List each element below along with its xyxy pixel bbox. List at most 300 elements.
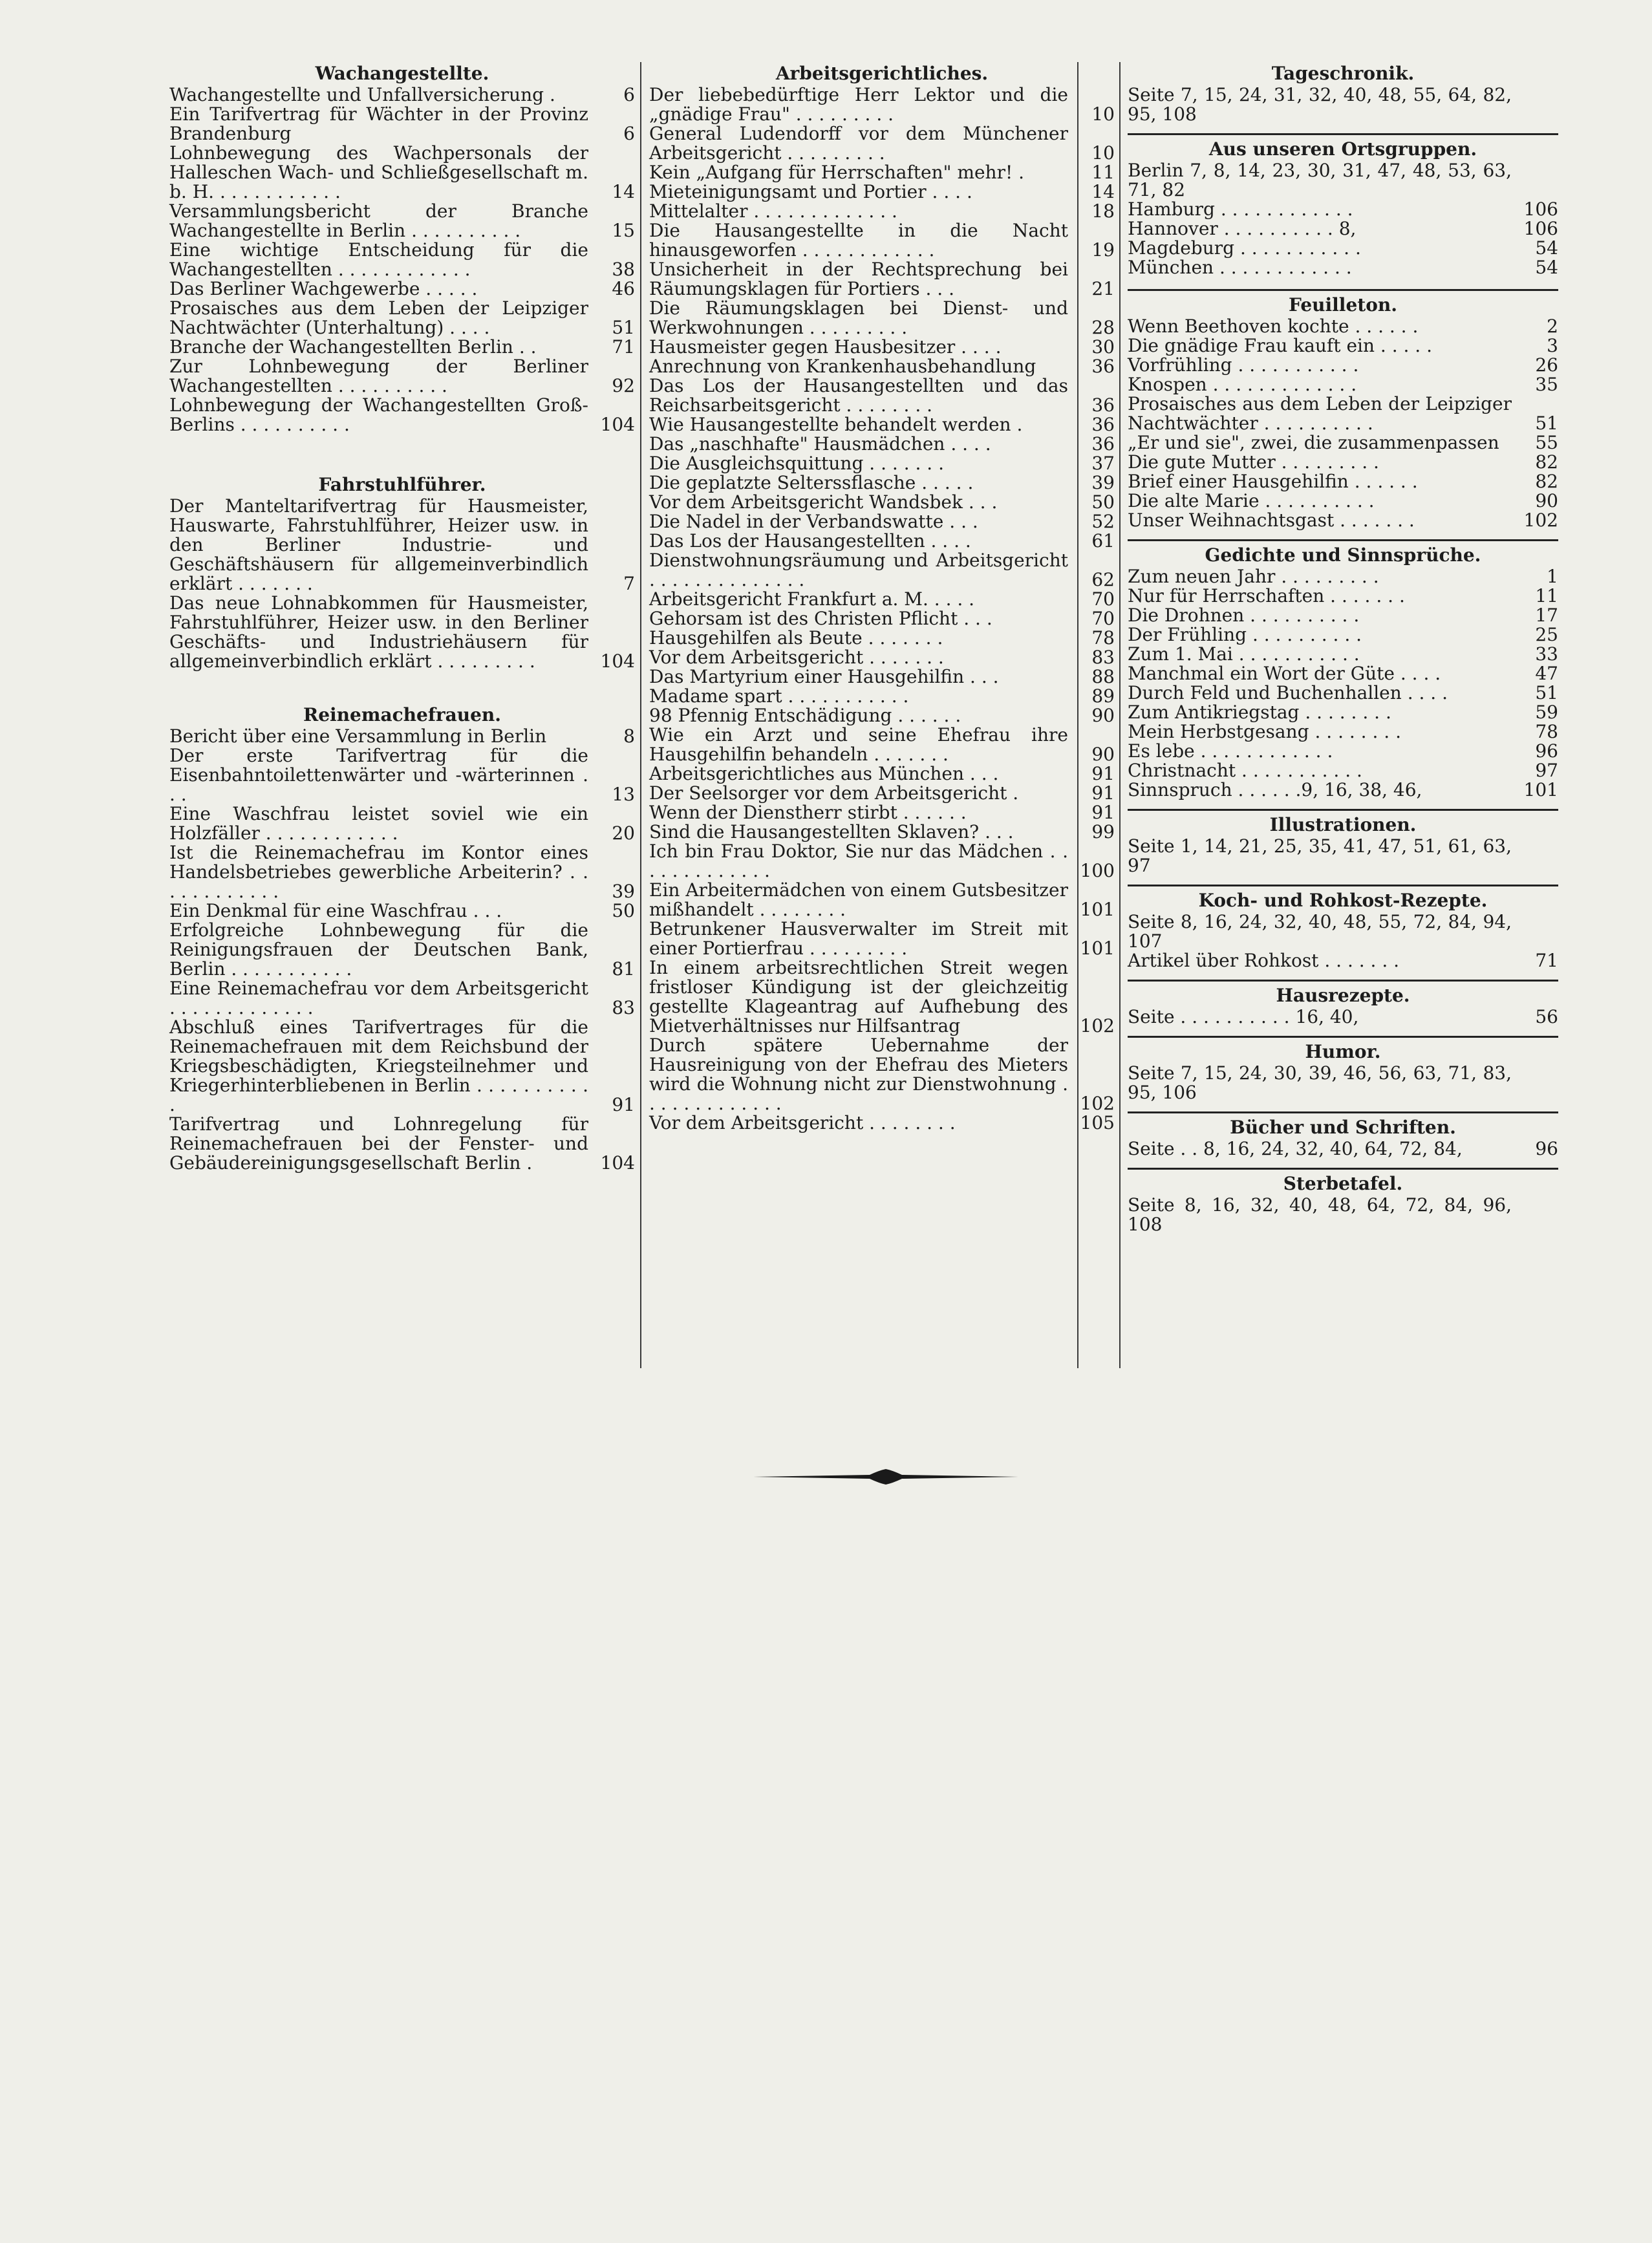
- entry-title: Zum 1. Mai . . . . . . . . . . .: [1128, 643, 1360, 665]
- entry-page-number: 91: [1091, 802, 1115, 823]
- index-entry: [169, 338, 635, 357]
- entry-page-number: 61: [1091, 530, 1115, 552]
- entry-page-number: 106: [1523, 199, 1558, 220]
- entry-page-number: 20: [612, 822, 635, 844]
- entry-title: Prosaisches aus dem Leben der Leipziger Nachtwächter . . . . . . . . . .: [1128, 393, 1512, 434]
- section-rule: [1128, 885, 1558, 886]
- entry-title: Eine Waschfrau leistet soviel wie ein Holzfäller . . . . . . . . . . . .: [169, 803, 588, 844]
- entry-title: Erfolgreiche Lohnbewegung für die Reinigungsfrauen der Deutschen Bank, Berlin . . . . . . . . . . .: [169, 919, 588, 980]
- entry-title: Wenn Beethoven kochte . . . . . .: [1128, 316, 1419, 337]
- entry-title: Artikel über Rohkost . . . . . . .: [1128, 950, 1400, 971]
- entry-title: Hamburg . . . . . . . . . . . .: [1128, 199, 1353, 220]
- section-rule: [1128, 133, 1558, 135]
- index-entry: [649, 687, 1115, 706]
- entry-page-number: 100: [1080, 860, 1115, 881]
- entry-title: Zum neuen Jahr . . . . . . . . .: [1128, 566, 1379, 587]
- entry-page-number: 90: [1535, 490, 1558, 511]
- index-entry: [649, 454, 1115, 473]
- entry-page-number: 106: [1523, 218, 1558, 239]
- entry-title: In einem arbeitsrechtlichen Streit wegen fristloser Kündigung ist der gleichzeitig gestellte Klageantrag auf Aufhebung des Mietverhältnisses nur Hilfsantrag: [649, 957, 1068, 1036]
- entry-title: Magdeburg . . . . . . . . . . .: [1128, 237, 1361, 259]
- entry-page-number: 91: [1091, 782, 1115, 804]
- index-section: [1128, 980, 1558, 1027]
- entry-title: Ich bin Frau Doktor, Sie nur das Mädchen . . . . . . . . . . . . .: [649, 841, 1068, 881]
- entry-title: Die gnädige Frau kauft ein . . . . .: [1128, 335, 1433, 356]
- section-heading: Koch- und Rohkost-Rezepte.: [1198, 890, 1488, 911]
- index-column-1: [169, 62, 635, 1173]
- entry-title: Mieteinigungsamt und Portier . . . .: [649, 181, 972, 202]
- entry-page-number: 13: [612, 784, 635, 805]
- index-section: [169, 473, 635, 671]
- entry-title: Berlin 7, 8, 14, 23, 30, 31, 47, 48, 53, 63, 71, 82: [1128, 160, 1512, 200]
- entry-page-number: 54: [1535, 257, 1558, 278]
- entry-page-number: 91: [612, 1094, 635, 1115]
- entry-page-number: 51: [612, 317, 635, 338]
- entry-page-number: 37: [1091, 453, 1115, 474]
- index-entry: [1128, 394, 1558, 433]
- index-entry: [1128, 625, 1558, 645]
- index-entry: [649, 919, 1115, 958]
- index-entry: [169, 105, 635, 144]
- section-rule: [1128, 980, 1558, 982]
- entry-title: Seite 1, 14, 21, 25, 35, 41, 47, 51, 61, 63, 97: [1128, 835, 1512, 876]
- index-entry: [1128, 567, 1558, 586]
- entry-title: Die Nadel in der Verbandswatte . . .: [649, 511, 978, 532]
- index-entry: [1128, 375, 1558, 394]
- entry-title: Lohnbewegung des Wachpersonals der Halleschen Wach- und Schließgesellschaft m. b. H. . . . . . . . . . . .: [169, 142, 588, 202]
- entry-title: Prosaisches aus dem Leben der Leipziger Nachtwächter (Unterhaltung) . . . .: [169, 297, 588, 338]
- entry-title: Seite 8, 16, 24, 32, 40, 48, 55, 72, 84, 94, 107: [1128, 911, 1512, 952]
- section-heading: Reinemachefrauen.: [303, 704, 502, 725]
- index-section: [1128, 133, 1558, 277]
- entry-page-number: 88: [1091, 666, 1115, 687]
- index-entry: [649, 435, 1115, 454]
- entry-page-number: 46: [612, 278, 635, 299]
- entry-page-number: 51: [1535, 682, 1558, 703]
- section-rule: [1128, 809, 1558, 811]
- entry-title: Seite 7, 15, 24, 30, 39, 46, 56, 63, 71, 83, 95, 106: [1128, 1062, 1512, 1103]
- entry-title: Wie ein Arzt und seine Ehefrau ihre Hausgehilfin behandeln . . . . . . .: [649, 724, 1068, 765]
- section-heading: Fahrstuhlführer.: [318, 474, 486, 495]
- index-entry: [169, 1018, 635, 1115]
- entry-title: Zum Antikriegstag . . . . . . . .: [1128, 702, 1391, 723]
- entry-title: Wenn der Dienstherr stirbt . . . . . .: [649, 802, 967, 823]
- entry-title: Arbeitsgerichtliches aus München . . .: [649, 763, 999, 784]
- entry-title: Kein „Aufgang für Herrschaften" mehr! .: [649, 162, 1025, 183]
- index-entry: [1128, 664, 1558, 683]
- entry-page-number: 1: [1547, 566, 1558, 587]
- entry-page-number: 81: [612, 958, 635, 980]
- entry-page-number: 36: [1091, 433, 1115, 455]
- index-entry: [1128, 586, 1558, 606]
- section-rule: [1128, 539, 1558, 541]
- entry-page-number: 21: [1091, 278, 1115, 299]
- index-entry: [169, 901, 635, 921]
- entry-page-number: 11: [1535, 585, 1558, 606]
- entry-page-number: 54: [1535, 237, 1558, 259]
- entry-title: Betrunkener Hausverwalter im Streit mit einer Portierfrau . . . . . . . . .: [649, 918, 1068, 959]
- index-entry: [1128, 219, 1558, 239]
- section-rule: [1128, 289, 1558, 291]
- entry-page-number: 82: [1535, 471, 1558, 492]
- entry-page-number: 39: [612, 881, 635, 902]
- index-entry: [169, 497, 635, 594]
- section-heading: Sterbetafel.: [1283, 1173, 1403, 1194]
- entry-title: Die gute Mutter . . . . . . . . .: [1128, 451, 1379, 473]
- index-entry: [169, 85, 635, 105]
- entry-page-number: 105: [1080, 1112, 1115, 1133]
- index-entry: [649, 609, 1115, 628]
- index-entry: [169, 144, 635, 202]
- section-heading: Gedichte und Sinnsprüche.: [1205, 544, 1481, 566]
- entry-page-number: 78: [1091, 627, 1115, 649]
- entry-title: Ein Denkmal für eine Waschfrau . . .: [169, 900, 502, 921]
- entry-page-number: 47: [1535, 663, 1558, 684]
- index-entry: [169, 746, 635, 804]
- index-section: [169, 62, 635, 435]
- entry-page-number: 52: [1091, 511, 1115, 532]
- entry-page-number: 71: [1535, 950, 1558, 971]
- entry-title: Die Ausgleichsquittung . . . . . . .: [649, 453, 944, 474]
- index-entry: [169, 202, 635, 241]
- index-entry: [649, 182, 1115, 202]
- index-entry: [649, 1036, 1115, 1113]
- entry-title: Durch spätere Uebernahme der Hausreinigung von der Ehefrau des Mieters wird die Wohnung nicht zur Dienstwohnung . . . . . . . . . . . . .: [649, 1035, 1068, 1114]
- ornament-divider: [753, 1468, 1018, 1486]
- index-entry: [1128, 1139, 1558, 1159]
- index-entry: [649, 725, 1115, 764]
- entry-title: Ist die Reinemachefrau im Kontor eines Handelsbetriebes gewerbliche Arbeiterin? . . . . . . . . . . . .: [169, 842, 588, 902]
- index-entry: [169, 396, 635, 435]
- index-entry: [169, 727, 635, 746]
- entry-page-number: 97: [1535, 760, 1558, 781]
- entry-page-number: 59: [1535, 702, 1558, 723]
- index-entry: [1128, 511, 1558, 530]
- index-entry: [649, 473, 1115, 493]
- index-entry: [169, 979, 635, 1018]
- index-entry: [649, 376, 1115, 415]
- index-entry: [1128, 336, 1558, 356]
- index-entry: [649, 590, 1115, 609]
- index-entry: [1128, 453, 1558, 472]
- entry-title: Anrechnung von Krankenhausbehandlung: [649, 356, 1036, 377]
- entry-page-number: 83: [1091, 647, 1115, 668]
- entry-page-number: 6: [623, 123, 635, 144]
- entry-page-number: 19: [1091, 239, 1115, 261]
- entry-page-number: 102: [1080, 1093, 1115, 1114]
- section-rule: [1128, 1036, 1558, 1038]
- entry-title: Abschluß eines Tarifvertrages für die Reinemachefrauen mit dem Reichsbund der Kriegsbeschädigten, Kriegsteilnehmer und Kriegerhinterbliebenen in Berlin . . . . . . . . . . .: [169, 1016, 588, 1115]
- entry-title: Der liebebedürftige Herr Lektor und die „gnädige Frau" . . . . . . . . .: [649, 84, 1068, 125]
- entry-title: Seite 7, 15, 24, 31, 32, 40, 48, 55, 64, 82, 95, 108: [1128, 84, 1512, 125]
- entry-title: Wie Hausangestellte behandelt werden .: [649, 414, 1023, 435]
- index-entry: [1128, 472, 1558, 491]
- entry-page-number: 14: [612, 181, 635, 202]
- section-heading: Illustrationen.: [1269, 814, 1417, 835]
- entry-title: München . . . . . . . . . . . .: [1128, 257, 1352, 278]
- entry-title: Ein Arbeitermädchen von einem Gutsbesitzer mißhandelt . . . . . . . .: [649, 879, 1068, 920]
- index-entry: [649, 357, 1115, 376]
- entry-page-number: 25: [1535, 624, 1558, 645]
- entry-page-number: 36: [1091, 356, 1115, 377]
- index-entry: [169, 594, 635, 671]
- section-heading: Hausrezepte.: [1276, 985, 1410, 1006]
- index-entry: [649, 338, 1115, 357]
- index-entry: [1128, 780, 1558, 800]
- entry-page-number: 50: [1091, 491, 1115, 513]
- entry-title: Unser Weihnachtsgast . . . . . . .: [1128, 510, 1415, 531]
- entry-page-number: 92: [612, 375, 635, 396]
- entry-page-number: 104: [600, 1152, 635, 1174]
- index-entry: [649, 842, 1115, 881]
- entry-title: Hausmeister gegen Hausbesitzer . . . .: [649, 336, 1002, 358]
- entry-title: Seite . . . . . . . . . . 16, 40,: [1128, 1006, 1359, 1027]
- entry-title: Lohnbewegung der Wachangestellten Groß-Berlins . . . . . . . . . .: [169, 394, 588, 435]
- column-rule-2: [1119, 62, 1121, 1368]
- entry-page-number: 90: [1091, 744, 1115, 765]
- index-entry: [1128, 356, 1558, 375]
- entry-title: Das neue Lohnabkommen für Hausmeister, Fahrstuhlführer, Heizer usw. in den Berliner Geschäfts- und Industriehäusern für allgemeinverbindlich erklärt . . . . . . . . .: [169, 592, 588, 672]
- entry-page-number: 102: [1523, 510, 1558, 531]
- entry-page-number: 96: [1535, 740, 1558, 762]
- index-entry: [649, 221, 1115, 260]
- entry-page-number: 28: [1091, 317, 1115, 338]
- entry-page-number: 30: [1091, 336, 1115, 358]
- entry-page-number: 101: [1080, 938, 1115, 959]
- entry-title: Wachangestellte und Unfallversicherung .: [169, 84, 555, 105]
- entry-page-number: 10: [1091, 103, 1115, 125]
- index-entry: [169, 241, 635, 279]
- index-entry: [169, 299, 635, 338]
- entry-page-number: 3: [1547, 335, 1558, 356]
- index-section: [1128, 289, 1558, 530]
- entry-page-number: 91: [1091, 763, 1115, 784]
- index-entry: [649, 85, 1115, 124]
- index-entry: [1128, 912, 1558, 951]
- entry-title: Branche der Wachangestellten Berlin . .: [169, 336, 537, 358]
- entry-title: Knospen . . . . . . . . . . . . .: [1128, 374, 1357, 395]
- entry-page-number: 6: [623, 84, 635, 105]
- entry-title: Vorfrühling . . . . . . . . . . .: [1128, 354, 1359, 376]
- entry-page-number: 71: [612, 336, 635, 358]
- entry-title: Gehorsam ist des Christen Pflicht . . .: [649, 608, 992, 629]
- index-entry: [649, 764, 1115, 784]
- index-entry: [649, 881, 1115, 919]
- entry-title: Vor dem Arbeitsgericht . . . . . . . .: [649, 1112, 956, 1133]
- entry-title: Zur Lohnbewegung der Berliner Wachangestellten . . . . . . . . . .: [169, 356, 588, 396]
- section-heading: Arbeitsgerichtliches.: [775, 63, 989, 84]
- index-entry: [649, 628, 1115, 648]
- index-section: [1128, 62, 1558, 124]
- section-heading: Wachangestellte.: [315, 63, 489, 84]
- entry-title: Durch Feld und Buchenhallen . . . .: [1128, 682, 1448, 703]
- entry-title: Das Los der Hausangestellten . . . .: [649, 530, 971, 552]
- entry-page-number: 2: [1547, 316, 1558, 337]
- entry-title: Seite 8, 16, 32, 40, 48, 64, 72, 84, 96, 108: [1128, 1194, 1512, 1235]
- entry-page-number: 70: [1091, 608, 1115, 629]
- entry-page-number: 51: [1535, 413, 1558, 434]
- entry-page-number: 96: [1535, 1138, 1558, 1159]
- entry-title: Versammlungsbericht der Branche Wachangestellte in Berlin . . . . . . . . . .: [169, 200, 588, 241]
- section-heading: Aus unseren Ortsgruppen.: [1208, 138, 1477, 160]
- index-entry: [1128, 200, 1558, 219]
- entry-title: 98 Pfennig Entschädigung . . . . . .: [649, 705, 961, 726]
- index-entry: [169, 843, 635, 901]
- index-section: [1128, 1111, 1558, 1159]
- index-entry: [649, 260, 1115, 299]
- index-entry: [649, 822, 1115, 842]
- entry-page-number: 7: [623, 573, 635, 594]
- index-entry: [1128, 317, 1558, 336]
- index-entry: [649, 531, 1115, 551]
- index-entry: [1128, 1007, 1558, 1027]
- index-entry: [1128, 761, 1558, 780]
- entry-title: Der Seelsorger vor dem Arbeitsgericht .: [649, 782, 1019, 804]
- index-entry: [649, 958, 1115, 1036]
- index-entry: [649, 299, 1115, 338]
- index-entry: [1128, 1064, 1558, 1102]
- index-section: [1128, 1168, 1558, 1234]
- index-entry: [1128, 491, 1558, 511]
- section-heading: Feuilleton.: [1289, 294, 1397, 316]
- entry-page-number: 14: [1091, 181, 1115, 202]
- entry-page-number: 104: [600, 414, 635, 435]
- index-entry: [1128, 837, 1558, 875]
- entry-title: Das Los der Hausangestellten und das Reichsarbeitsgericht . . . . . . . .: [649, 375, 1068, 416]
- index-entry: [1128, 433, 1558, 453]
- entry-page-number: 36: [1091, 414, 1115, 435]
- index-entry: [1128, 683, 1558, 703]
- entry-page-number: 50: [612, 900, 635, 921]
- entry-title: Vor dem Arbeitsgericht Wandsbek . . .: [649, 491, 998, 513]
- section-rule: [1128, 1111, 1558, 1113]
- index-section: [1128, 885, 1558, 971]
- entry-title: „Er und sie", zwei, die zusammenpassen: [1128, 432, 1499, 453]
- entry-title: Dienstwohnungsräumung und Arbeitsgericht . . . . . . . . . . . . . .: [649, 550, 1068, 590]
- entry-title: Tarifvertrag und Lohnregelung für Reinemachefrauen bei der Fenster- und Gebäudereinigungsgesellschaft Berlin .: [169, 1113, 588, 1174]
- entry-title: Mittelalter . . . . . . . . . . . . .: [649, 200, 897, 222]
- entry-title: Brief einer Hausgehilfin . . . . . .: [1128, 471, 1418, 492]
- entry-page-number: 36: [1091, 394, 1115, 416]
- index-entry: [649, 706, 1115, 725]
- entry-title: Bericht über eine Versammlung in Berlin: [169, 725, 547, 747]
- index-entry: [1128, 258, 1558, 277]
- entry-title: Unsicherheit in der Rechtsprechung bei Räumungsklagen für Portiers . . .: [649, 259, 1068, 299]
- index-entry: [649, 1113, 1115, 1133]
- entry-page-number: 17: [1535, 605, 1558, 626]
- entry-title: Arbeitsgericht Frankfurt a. M. . . . .: [649, 588, 975, 610]
- entry-page-number: 78: [1535, 721, 1558, 742]
- index-entry: [1128, 239, 1558, 258]
- index-column-3: [1128, 62, 1558, 1234]
- entry-page-number: 26: [1535, 354, 1558, 376]
- entry-title: Christnacht . . . . . . . . . . .: [1128, 760, 1362, 781]
- entry-page-number: 18: [1091, 200, 1115, 222]
- index-entry: [169, 804, 635, 843]
- entry-title: Sind die Hausangestellten Sklaven? . . .: [649, 821, 1014, 842]
- entry-page-number: 39: [1091, 472, 1115, 493]
- index-entry: [649, 551, 1115, 590]
- index-entry: [1128, 722, 1558, 742]
- entry-title: Eine Reinemachefrau vor dem Arbeitsgericht . . . . . . . . . . . . .: [169, 978, 588, 1018]
- index-entry: [649, 803, 1115, 822]
- entry-title: Das Berliner Wachgewerbe . . . . .: [169, 278, 478, 299]
- entry-page-number: 35: [1535, 374, 1558, 395]
- entry-page-number: 104: [600, 650, 635, 672]
- entry-page-number: 10: [1091, 142, 1115, 164]
- entry-title: Es lebe . . . . . . . . . . . .: [1128, 740, 1333, 762]
- entry-title: Die Räumungsklagen bei Dienst- und Werkwohnungen . . . . . . . . .: [649, 297, 1068, 338]
- index-entry: [649, 512, 1115, 531]
- index-entry: [1128, 1196, 1558, 1234]
- index-entry: [169, 279, 635, 299]
- entry-page-number: 55: [1535, 432, 1558, 453]
- index-entry: [1128, 606, 1558, 625]
- entry-title: Sinnspruch . . . . . .9, 16, 38, 46,: [1128, 779, 1422, 800]
- section-heading: Bücher und Schriften.: [1230, 1117, 1456, 1138]
- entry-title: Vor dem Arbeitsgericht . . . . . . .: [649, 647, 944, 668]
- index-entry: [1128, 951, 1558, 971]
- column-rule-1: [640, 62, 641, 1368]
- entry-page-number: 101: [1523, 779, 1558, 800]
- index-entry: [169, 1115, 635, 1173]
- entry-page-number: 99: [1091, 821, 1115, 842]
- index-entry: [169, 357, 635, 396]
- entry-title: Madame spart . . . . . . . . . . .: [649, 685, 909, 707]
- entry-page-number: 70: [1091, 588, 1115, 610]
- index-entry: [649, 202, 1115, 221]
- index-entry: [649, 124, 1115, 163]
- section-heading: Humor.: [1305, 1041, 1381, 1062]
- entry-title: Hannover . . . . . . . . . . 8,: [1128, 218, 1357, 239]
- entry-title: Ein Tarifvertrag für Wächter in der Provinz Brandenburg: [169, 103, 588, 144]
- index-entry: [649, 415, 1115, 435]
- entry-title: Das „naschhafte" Hausmädchen . . . .: [649, 433, 991, 455]
- entry-title: Die Drohnen . . . . . . . . . .: [1128, 605, 1360, 626]
- entry-title: Mein Herbstgesang . . . . . . . .: [1128, 721, 1401, 742]
- index-section: [169, 703, 635, 1173]
- index-entry: [1128, 161, 1558, 200]
- entry-page-number: 83: [612, 997, 635, 1018]
- entry-title: Seite . . 8, 16, 24, 32, 40, 64, 72, 84,: [1128, 1138, 1463, 1159]
- index-column-2: [649, 62, 1115, 1133]
- index-section: [649, 62, 1115, 1133]
- index-entry: [649, 667, 1115, 687]
- entry-page-number: 56: [1535, 1006, 1558, 1027]
- entry-title: General Ludendorff vor dem Münchener Arbeitsgericht . . . . . . . . .: [649, 123, 1068, 164]
- section-rule: [1128, 1168, 1558, 1170]
- entry-title: Manchmal ein Wort der Güte . . . .: [1128, 663, 1441, 684]
- index-entry: [1128, 645, 1558, 664]
- entry-title: Hausgehilfen als Beute . . . . . . .: [649, 627, 943, 649]
- index-section: [1128, 1036, 1558, 1102]
- index-entry: [649, 648, 1115, 667]
- index-entry: [1128, 703, 1558, 722]
- entry-title: Die alte Marie . . . . . . . . . .: [1128, 490, 1375, 511]
- entry-title: Die geplatzte Selterssflasche . . . . .: [649, 472, 974, 493]
- entry-page-number: 82: [1535, 451, 1558, 473]
- index-entry: [649, 163, 1115, 182]
- entry-page-number: 101: [1080, 899, 1115, 920]
- index-entry: [649, 493, 1115, 512]
- entry-page-number: 38: [612, 259, 635, 280]
- entry-title: Eine wichtige Entscheidung für die Wachangestellten . . . . . . . . . . . .: [169, 239, 588, 280]
- entry-title: Der erste Tarifvertrag für die Eisenbahntoilettenwärter und -wärterinnen . . .: [169, 745, 588, 805]
- entry-title: Die Hausangestellte in die Nacht hinausgeworfen . . . . . . . . . . . .: [649, 220, 1068, 261]
- index-entry: [1128, 742, 1558, 761]
- entry-page-number: 11: [1091, 162, 1115, 183]
- entry-page-number: 33: [1535, 643, 1558, 665]
